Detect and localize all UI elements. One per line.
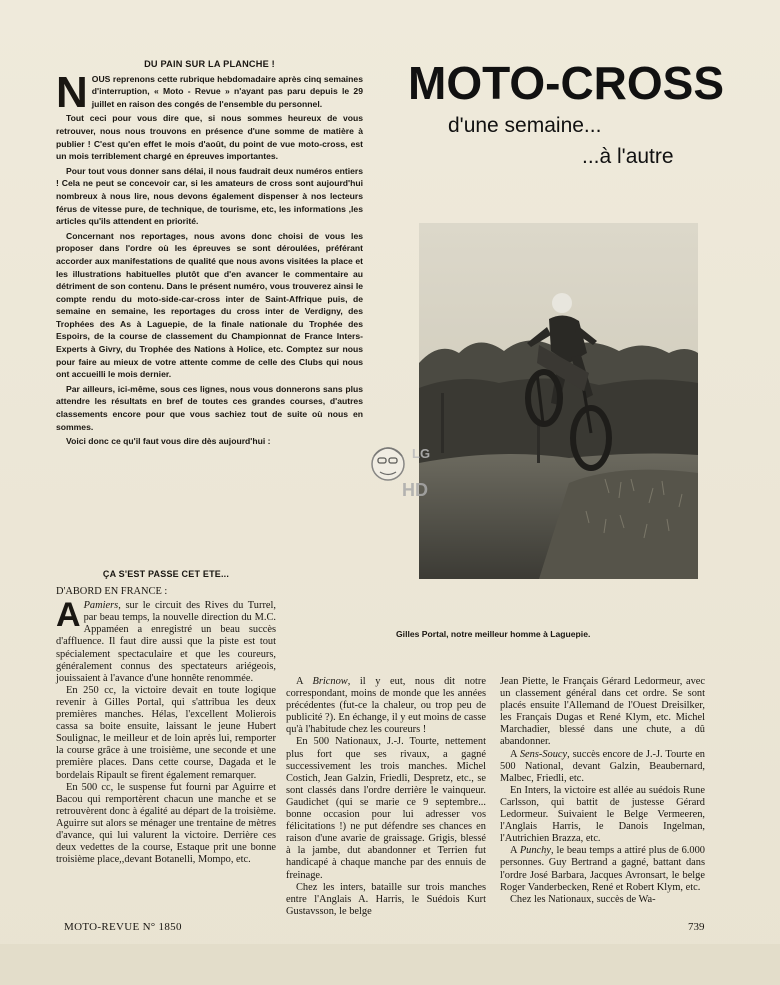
intro-heading: DU PAIN SUR LA PLANCHE ! — [144, 59, 275, 69]
prefix-a: A — [510, 845, 520, 857]
column-3-paragraph-2 — [500, 749, 705, 785]
watermark-stamp — [366, 434, 436, 508]
rider-photo — [419, 223, 698, 579]
column-2-paragraph-1-text: , il y eut, nous dit notre correspondant, moins de monde que les années précédentes (fut-ce la chaleur, ou trop peu de publicité ?). En échange, il y eut moins de casse qu'à l'habitude chez les coureurs ! — [286, 676, 486, 736]
rider-photo-illustration — [419, 223, 698, 579]
prefix-a: A — [510, 748, 520, 760]
article-column-1 — [56, 568, 276, 866]
intro-paragraph-3: Pour tout vous donner sans délai, il nous faudrait deux numéros entiers ! Cela ne peut se concevoir car, si les amateurs de cross sont aujourd'hui nombreux à nous lire, nous devons également dispenser à nos lecteurs férus de vitesse pure, de technique, de tourisme, etc, les informations ,les articles qu'ils attendent en priorité. — [56, 165, 363, 227]
stamp-text-2: HD — [402, 480, 428, 500]
column-2-paragraph-2: En 500 Nationaux, J.-J. Tourte, nettement plus fort que ses rivaux, a gagné successivement les trois manches. Michel Costich, Jean Galzin, Friedli, Despretz, etc., se sont classés dans l'ordre derrière le vainqueur. Gaudichet (qui se marie ce 9 septembre... bonne occasion pour lui adresser vos félicitations !) ne put défendre ses chances en raison d'une avarie de graissage. Grigis, blessé à la jambe, dut abandonner et Terrien fut handicapé à chaque manche par des ennuis de freinage. — [286, 736, 486, 881]
column-3-paragraph-1: Jean Piette, le Français Gérard Ledormeur, avec un classement général dans cet ordre. Se sont placés ensuite l'Allemand de l'Ouest Dreisilker, les Français Dugas et René Klym, etc. Michel Marchadier, blessé dans une chute, a dû abandonner. — [500, 676, 705, 748]
intro-paragraph-1 — [56, 67, 363, 117]
column-1-paragraph-1-text: , sur le circuit des Rives du Turrel, par beau temps, la nouvelle direction du M.C. Appaméen a enregistré un beau succès d'affluence. Il faut dire aussi que la piste est tout spécialement spectaculaire et que les coureurs, généralement connus des spectateurs ariégeois, jouissaient à l'avance d'une honnête renommée. — [56, 600, 276, 684]
intro-paragraph-4: Concernant nos reportages, nous avons donc choisi de vous les proposer dans l'ordre où les épreuves se sont déroulées, préférant accorder aux manifestations de qualité que nous avons visitées la place et les illustrations habituelles plutôt que d'en avancer le commentaire au détriment de son contenu. Dans le présent numéro, vous trouverez ainsi le compte rendu du moto-side-car-cross inter de Saint-Affrique puis, de semaine en semaine, les reportages du cross inter de Verdigny, des Trophées des As à Laguepie, de la finale nationale du Trophée des Espoirs, de la course de classement du Championnat de France Inters-Experts à Givry, du Trophée des Nations à Holice, etc. Comptez sur nous pour faire au mieux de votre attente comme de celle des Clubs qui nous ont accueilli le mois dernier. — [56, 230, 363, 380]
bottom-margin — [0, 944, 780, 985]
place-punchy: Punchy — [519, 845, 551, 857]
section-dropcap: A — [56, 596, 81, 635]
place-bricnow: Bricnow — [312, 676, 348, 687]
page-subtitle-2: ...à l'autre — [582, 145, 674, 168]
column-3-paragraph-4-text: , le beau temps a attiré plus de 6.000 personnes. Guy Bertrand a gagné, battant dans l'ordre José Barbara, Jacques Avronsart, le belge Roger Vanderbecken, René et Robert Klym, etc. — [500, 845, 705, 893]
intro-paragraph-2: Tout ceci pour vous dire que, si nous sommes heureux de vous retrouver, nous nous trouvons en présence d'une somme de matière à publier ! C'est qu'en effet le mois d'août, du point de vue moto-cross, est un mois terriblement chargé en épreuves importantes. — [56, 113, 363, 162]
page-subtitle-1: d'une semaine... — [448, 114, 602, 137]
intro-paragraph-6: Voici donc ce qu'il faut vous dire dès aujourd'hui : — [66, 436, 271, 447]
intro-paragraph-1-text: OUS reprenons cette rubrique hebdomadaire après cinq semaines d'interruption, « Moto - Revue » n'ayant pas paru depuis le 29 juillet en raison des congés de l'ensemble du personnel. — [91, 73, 363, 109]
column-3-paragraph-3: En Inters, la victoire est allée au suédois Rune Carlsson, qui battit de justesse Gérard Ledormeur. Suivaient le Belge Vermeeren, l'Anglais Harris, le Danois Ingelman, l'Autrichien Brazza, etc. — [500, 784, 705, 845]
article-column-3 — [500, 676, 705, 906]
column-3-paragraph-2-text: , succès encore de J.-J. Tourte en 500 National, devant Galzin, Beaubernard, Malbec, Friedli, etc. — [500, 748, 705, 784]
column-2-paragraph-1 — [286, 676, 486, 736]
page-title: MOTO-CROSS — [408, 57, 725, 109]
column-3-paragraph-5: Chez les Nationaux, succès de Wa- — [510, 893, 656, 905]
column-1-paragraph-2: En 250 cc, la victoire devait en toute logique revenir à Gilles Portal, qui s'attribua les deux premières manches. Hélas, l'excellent Molierois cassa sa boite ensuite, laissant le jeune Hubert Soulignac, le meilleur et de loin après lui, remporter la course grâce à une troisième, une seconde et une première places. Dans cette course, Dagada et le bordelais Ripault se firent également remarquer. — [56, 684, 276, 781]
place-sens-soucy: Sens-Soucy — [519, 748, 568, 760]
column-1-paragraph-3: En 500 cc, le suspense fut fourni par Aguirre et Bacou qui remportèrent chacun une manche et se retrouvèrent donc à égalité au départ de la troisième. Aguirre sut alors se ménager une trentaine de mètres d'avance, qui lui valurent la victoire. Derrière ces deux vedettes de la course, Estaque prit une bonne troisième place,,devant Botanelli, Mompo, etc. — [56, 781, 276, 866]
stamp-text-1: LG — [412, 446, 431, 461]
section-subheading: D'ABORD EN FRANCE : — [56, 586, 168, 598]
article-column-2 — [286, 676, 486, 918]
intro-dropcap: N — [56, 67, 88, 117]
intro-paragraph-5: Par ailleurs, ici-même, sous ces lignes, nous vous donnerons sans plus attendre les résultats en bref de toutes ces grandes courses, d'autres classements encore pour que vous sachiez tout de suite où nous en sommes. — [56, 383, 363, 432]
intro-column — [56, 58, 363, 450]
footer-magazine-issue: MOTO-REVUE N° 1850 — [64, 921, 182, 933]
author-portrait-icon — [366, 434, 436, 508]
place-pamiers: Pamiers — [83, 600, 119, 612]
footer-page-number: 739 — [688, 921, 705, 933]
photo-caption: Gilles Portal, notre meilleur homme à Laguepie. — [396, 629, 591, 639]
section-heading: ÇA S'EST PASSE CET ETE... — [102, 569, 230, 579]
column-3-paragraph-4 — [500, 845, 705, 893]
prefix-a: A — [296, 676, 313, 687]
column-1-paragraph-1 — [56, 596, 276, 685]
column-2-paragraph-3: Chez les inters, bataille sur trois manches entre l'Anglais A. Harris, le Suédois Kurt Gustavsson, le belge — [286, 881, 486, 917]
